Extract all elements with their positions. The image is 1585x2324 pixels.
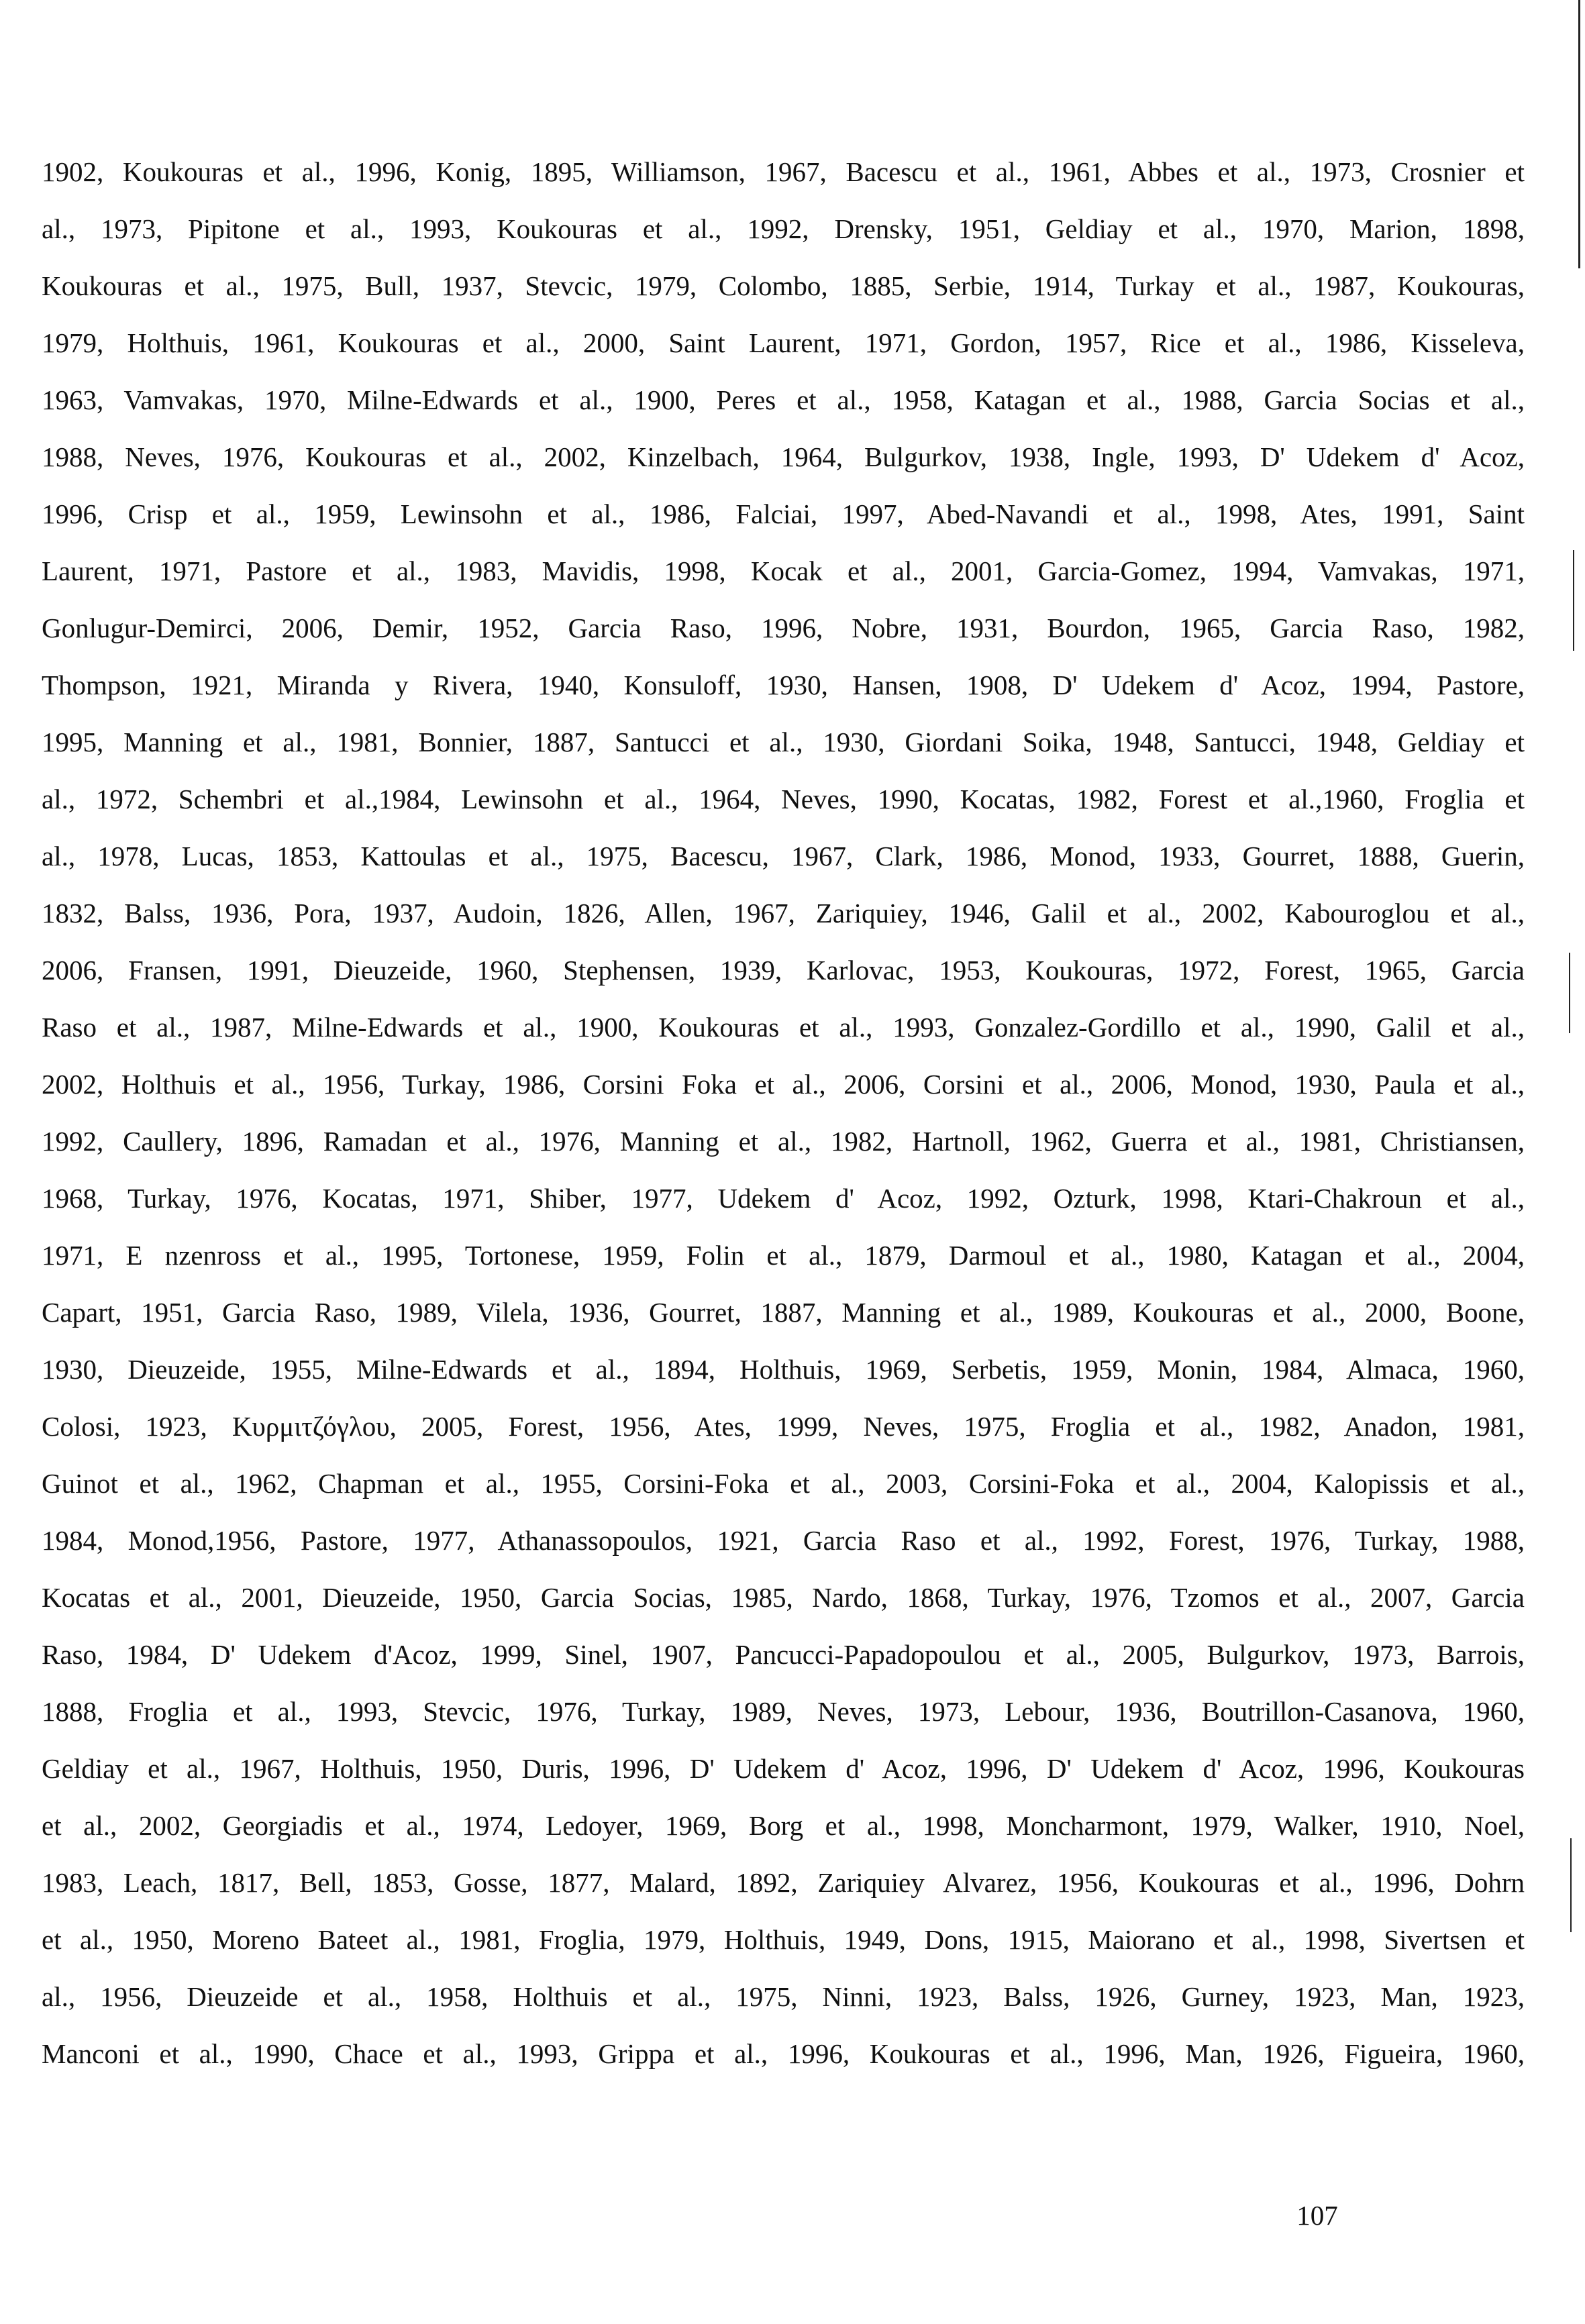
text-line: 1984, Monod,1956, Pastore, 1977, Athanassopoulos, 1921, Garcia Raso et al., 1992, Forest, 1976, Turkay, 1988, bbox=[42, 1525, 1525, 1556]
text-line: Geldiay et al., 1967, Holthuis, 1950, Duris, 1996, D' Udekem d' Acoz, 1996, D' Udekem d' Acoz, 1996, Koukouras bbox=[42, 1753, 1525, 1784]
text-line: al., 1978, Lucas, 1853, Kattoulas et al., 1975, Bacescu, 1967, Clark, 1986, Monod, 1933, Gourret, 1888, Guerin, bbox=[42, 841, 1525, 872]
text-line: 1902, Koukouras et al., 1996, Konig, 1895, Williamson, 1967, Bacescu et al., 1961, Abbes et al., 1973, Crosnier et bbox=[42, 156, 1525, 187]
text-line: 1930, Dieuzeide, 1955, Milne-Edwards et al., 1894, Holthuis, 1969, Serbetis, 1959, Monin, 1984, Almaca, 1960, bbox=[42, 1354, 1525, 1385]
text-line: Thompson, 1921, Miranda y Rivera, 1940, Konsuloff, 1930, Hansen, 1908, D' Udekem d' Acoz, 1994, Pastore, bbox=[42, 670, 1525, 700]
text-line: Laurent, 1971, Pastore et al., 1983, Mavidis, 1998, Kocak et al., 2001, Garcia-Gomez, 1994, Vamvakas, 1971, bbox=[42, 556, 1525, 586]
reference-paragraph bbox=[42, 144, 1525, 2082]
text-line: Guinot et al., 1962, Chapman et al., 1955, Corsini-Foka et al., 2003, Corsini-Foka et al., 2004, Kalopissis et al., bbox=[42, 1468, 1525, 1499]
text-line: 1995, Manning et al., 1981, Bonnier, 1887, Santucci et al., 1930, Giordani Soika, 1948, Santucci, 1948, Geldiay et bbox=[42, 727, 1525, 757]
text-line: 1988, Neves, 1976, Koukouras et al., 2002, Kinzelbach, 1964, Bulgurkov, 1938, Ingle, 1993, D' Udekem d' Acoz, bbox=[42, 441, 1525, 472]
text-line: 1992, Caullery, 1896, Ramadan et al., 1976, Manning et al., 1982, Hartnoll, 1962, Guerra et al., 1981, Christiansen, bbox=[42, 1126, 1525, 1157]
text-line: 1968, Turkay, 1976, Kocatas, 1971, Shiber, 1977, Udekem d' Acoz, 1992, Ozturk, 1998, Ktari-Chakroun et al., bbox=[42, 1183, 1525, 1214]
scan-edge-mark bbox=[1569, 953, 1570, 1033]
text-line: Colosi, 1923, Κυρμιτζόγλου, 2005, Forest, 1956, Ates, 1999, Neves, 1975, Froglia et al., 1982, Anadon, 1981, bbox=[42, 1411, 1525, 1442]
text-line: Kocatas et al., 2001, Dieuzeide, 1950, Garcia Socias, 1985, Nardo, 1868, Turkay, 1976, Tzomos et al., 2007, Garcia bbox=[42, 1582, 1525, 1613]
text-line: al., 1972, Schembri et al.,1984, Lewinsohn et al., 1964, Neves, 1990, Kocatas, 1982, Forest et al.,1960, Froglia et bbox=[42, 784, 1525, 814]
text-line: et al., 1950, Moreno Bateet al., 1981, Froglia, 1979, Holthuis, 1949, Dons, 1915, Maiorano et al., 1998, Sivertsen et bbox=[42, 1924, 1525, 1955]
text-line: 2002, Holthuis et al., 1956, Turkay, 1986, Corsini Foka et al., 2006, Corsini et al., 2006, Monod, 1930, Paula et al., bbox=[42, 1069, 1525, 1100]
text-line: al., 1973, Pipitone et al., 1993, Koukouras et al., 1992, Drensky, 1951, Geldiay et al., 1970, Marion, 1898, bbox=[42, 213, 1525, 244]
scan-edge-mark bbox=[1578, 0, 1580, 268]
text-line: 1832, Balss, 1936, Pora, 1937, Audoin, 1826, Allen, 1967, Zariquiey, 1946, Galil et al., 2002, Kabouroglou et al., bbox=[42, 898, 1525, 929]
text-line: Koukouras et al., 1975, Bull, 1937, Stevcic, 1979, Colombo, 1885, Serbie, 1914, Turkay et al., 1987, Koukouras, bbox=[42, 270, 1525, 301]
text-line: 1979, Holthuis, 1961, Koukouras et al., 2000, Saint Laurent, 1971, Gordon, 1957, Rice et al., 1986, Kisseleva, bbox=[42, 327, 1525, 358]
text-line: Manconi et al., 1990, Chace et al., 1993, Grippa et al., 1996, Koukouras et al., 1996, Man, 1926, Figueira, 1960, bbox=[42, 2038, 1525, 2069]
scan-edge-mark bbox=[1573, 550, 1574, 651]
text-line: 1983, Leach, 1817, Bell, 1853, Gosse, 1877, Malard, 1892, Zariquiey Alvarez, 1956, Koukouras et al., 1996, Dohrn bbox=[42, 1867, 1525, 1898]
text-line: 1996, Crisp et al., 1959, Lewinsohn et al., 1986, Falciai, 1997, Abed-Navandi et al., 1998, Ates, 1991, Saint bbox=[42, 498, 1525, 529]
page-number: 107 bbox=[1296, 2200, 1338, 2231]
scan-edge-mark bbox=[1570, 1838, 1572, 1932]
text-line: 1963, Vamvakas, 1970, Milne-Edwards et al., 1900, Peres et al., 1958, Katagan et al., 1988, Garcia Socias et al., bbox=[42, 384, 1525, 415]
text-line: 1971, E nzenross et al., 1995, Tortonese, 1959, Folin et al., 1879, Darmoul et al., 1980, Katagan et al., 2004, bbox=[42, 1240, 1525, 1271]
text-line: 1888, Froglia et al., 1993, Stevcic, 1976, Turkay, 1989, Neves, 1973, Lebour, 1936, Boutrillon-Casanova, 1960, bbox=[42, 1696, 1525, 1727]
text-line: 2006, Fransen, 1991, Dieuzeide, 1960, Stephensen, 1939, Karlovac, 1953, Koukouras, 1972, Forest, 1965, Garcia bbox=[42, 955, 1525, 986]
text-line: Gonlugur-Demirci, 2006, Demir, 1952, Garcia Raso, 1996, Nobre, 1931, Bourdon, 1965, Garcia Raso, 1982, bbox=[42, 613, 1525, 643]
text-line: al., 1956, Dieuzeide et al., 1958, Holthuis et al., 1975, Ninni, 1923, Balss, 1926, Gurney, 1923, Man, 1923, bbox=[42, 1981, 1525, 2012]
text-line: Capart, 1951, Garcia Raso, 1989, Vilela, 1936, Gourret, 1887, Manning et al., 1989, Koukouras et al., 2000, Boone, bbox=[42, 1297, 1525, 1328]
text-line: Raso et al., 1987, Milne-Edwards et al., 1900, Koukouras et al., 1993, Gonzalez-Gordillo et al., 1990, Galil et al., bbox=[42, 1012, 1525, 1043]
text-line: et al., 2002, Georgiadis et al., 1974, Ledoyer, 1969, Borg et al., 1998, Moncharmont, 1979, Walker, 1910, Noel, bbox=[42, 1810, 1525, 1841]
text-line: Raso, 1984, D' Udekem d'Acoz, 1999, Sinel, 1907, Pancucci-Papadopoulou et al., 2005, Bulgurkov, 1973, Barrois, bbox=[42, 1639, 1525, 1670]
